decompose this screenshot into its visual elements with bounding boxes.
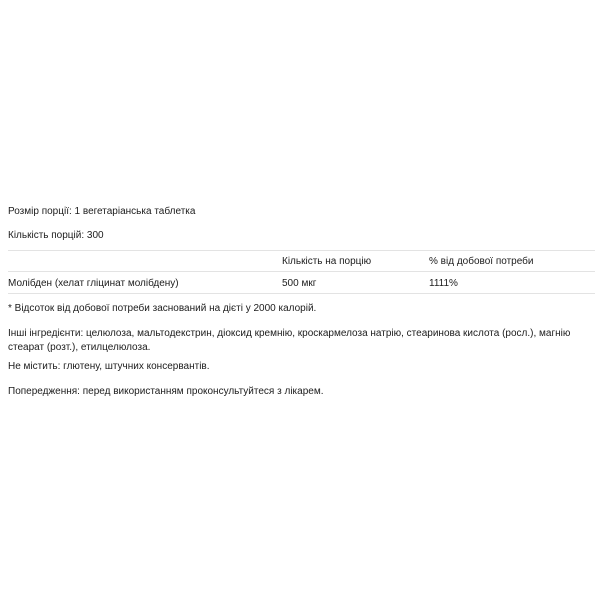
servings-per-container: Кількість порцій: 300: [8, 230, 104, 241]
table-divider-top: [8, 250, 595, 251]
serving-size: Розмір порції: 1 вегетаріанська таблетка: [8, 206, 196, 217]
nutrient-daily-value: 1111%: [429, 278, 458, 289]
table-divider-middle: [8, 271, 595, 272]
header-amount: Кількість на порцію: [282, 256, 372, 267]
warning-statement: Попередження: перед використанням проконсультуйтеся з лікарем.: [8, 386, 324, 397]
free-from-statement: Не містить: глютену, штучних консервантів.: [8, 361, 210, 372]
header-daily-value: % від добової потреби: [429, 256, 534, 267]
table-divider-bottom: [8, 293, 595, 294]
other-ingredients: Інші інгредієнти: целюлоза, мальтодекстрин, діоксид кремнію, кроскармелоза натрію, стеаринова кислота (росл.), магнію стеарат (розт.), етилцелюлоза.: [8, 328, 571, 353]
daily-value-footnote: * Відсоток від добової потреби заснований на дієті у 2000 калорій.: [8, 303, 317, 314]
nutrient-amount: 500 мкг: [282, 278, 317, 289]
nutrient-name: Молібден (хелат гліцинат молібдену): [8, 278, 179, 289]
